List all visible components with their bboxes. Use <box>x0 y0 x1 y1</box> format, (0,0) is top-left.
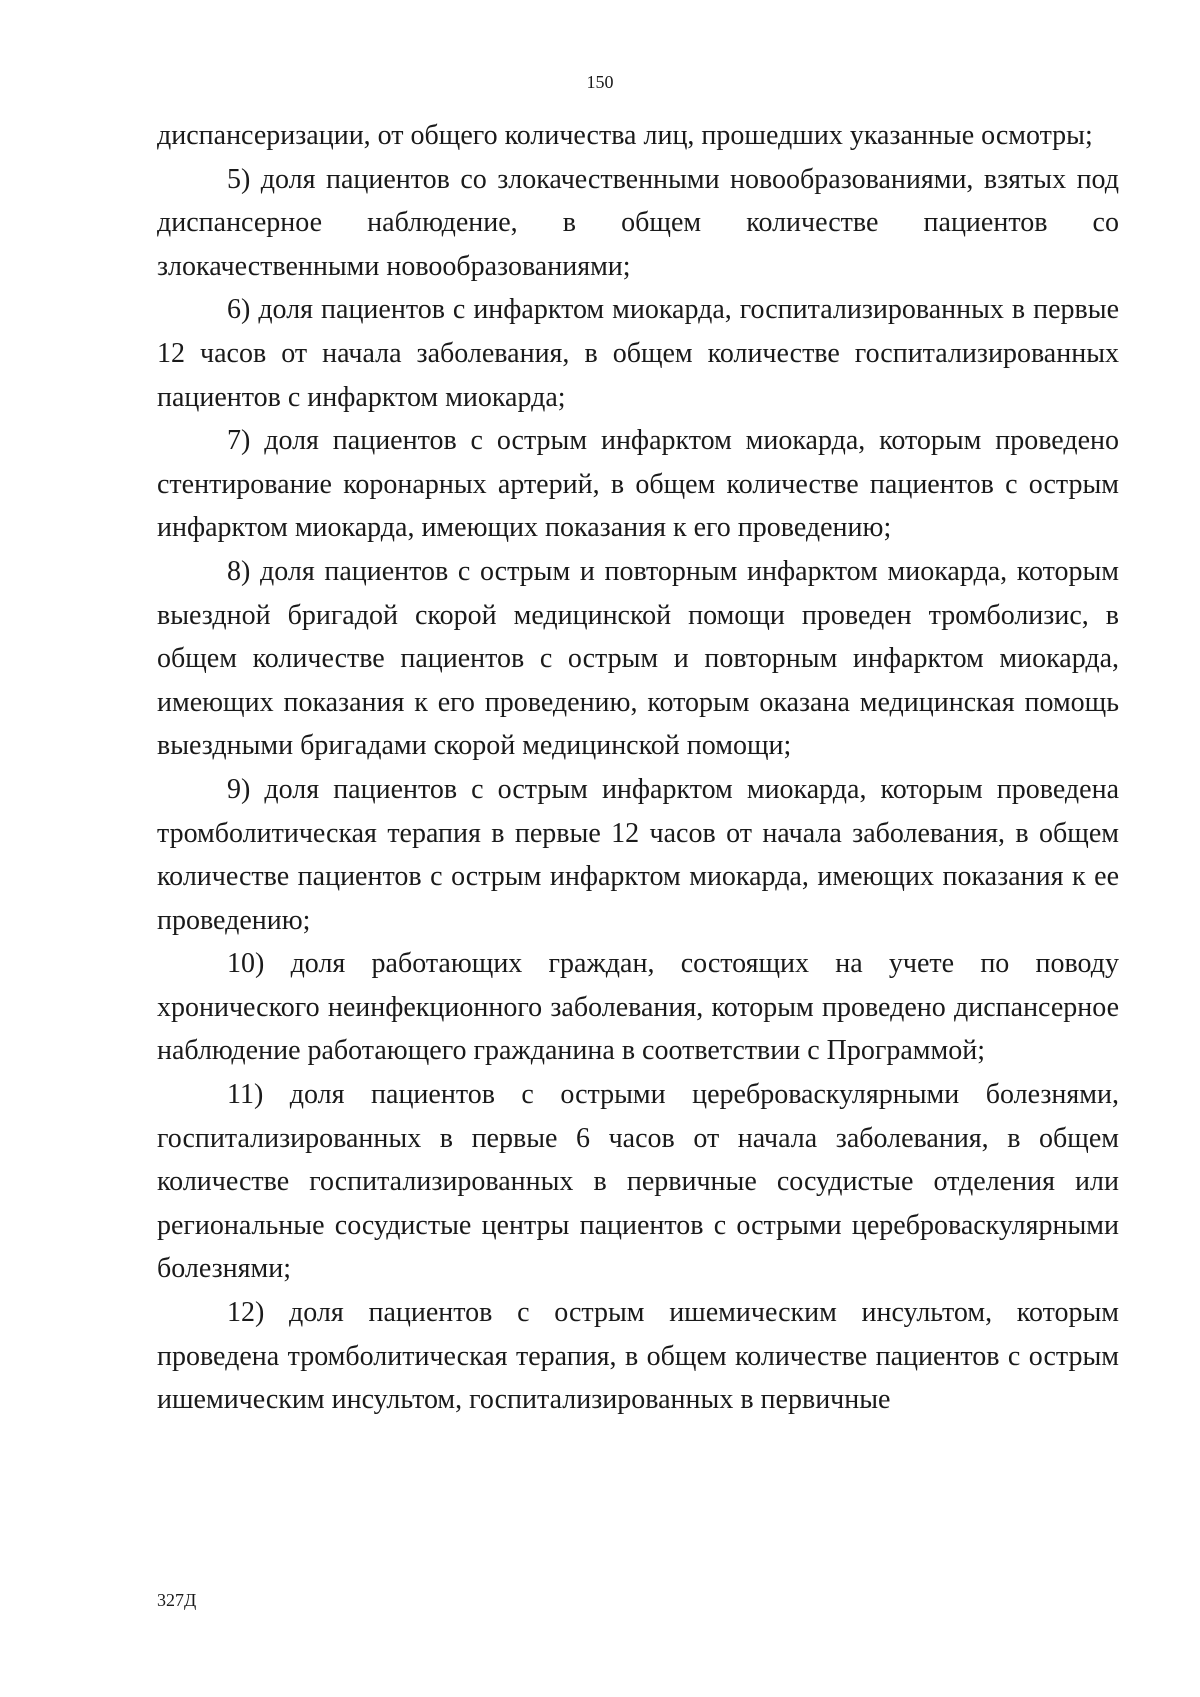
paragraph-item-6: 6) доля пациентов с инфарктом миокарда, госпитализированных в первые 12 часов от начала заболевания, в общем количестве госпитализированных пациентов с инфарктом миокарда; <box>157 294 1119 413</box>
document-code: 327Д <box>157 1590 197 1610</box>
paragraph-item-5: 5) доля пациентов со злокачественными новообразованиями, взятых под диспансерное наблюдение, в общем количестве пациентов со злокачественными новообразованиями; <box>157 163 1119 282</box>
document-body <box>157 114 1119 1422</box>
paragraph-continuation: диспансеризации, от общего количества лиц, прошедших указанные осмотры; <box>157 120 1093 151</box>
paragraph-item-7: 7) доля пациентов с острым инфарктом миокарда, которым проведено стентирование коронарных артерий, в общем количестве пациентов с острым инфарктом миокарда, имеющих показания к его проведению; <box>157 425 1119 544</box>
paragraph-item-11: 11) доля пациентов с острыми цереброваскулярными болезнями, госпитализированных в первые 6 часов от начала заболевания, в общем количестве госпитализированных в первичные сосудистые отделения или региональные сосудистые центры пациентов с острыми цереброваскулярными болезнями; <box>157 1079 1119 1285</box>
paragraph-item-9: 9) доля пациентов с острым инфарктом миокарда, которым проведена тромболитическая терапия в первые 12 часов от начала заболевания, в общем количестве пациентов с острым инфарктом миокарда, имеющих показания к ее проведению; <box>157 773 1119 936</box>
paragraph-item-10: 10) доля работающих граждан, состоящих на учете по поводу хронического неинфекционного заболевания, которым проведено диспансерное наблюдение работающего гражданина в соответствии с Программой; <box>157 948 1119 1067</box>
paragraph-item-12: 12) доля пациентов с острым ишемическим инсультом, которым проведена тромболитическая терапия, в общем количестве пациентов с острым ишемическим инсультом, госпитализированных в первичные <box>157 1297 1119 1416</box>
paragraph-item-8: 8) доля пациентов с острым и повторным инфарктом миокарда, которым выездной бригадой скорой медицинской помощи проведен тромболизис, в общем количестве пациентов с острым и повторным инфарктом миокарда, имеющих показания к его проведению, которым оказана медицинская помощь выездными бригадами скорой медицинской помощи; <box>157 555 1119 762</box>
page-number: 150 <box>586 72 614 92</box>
